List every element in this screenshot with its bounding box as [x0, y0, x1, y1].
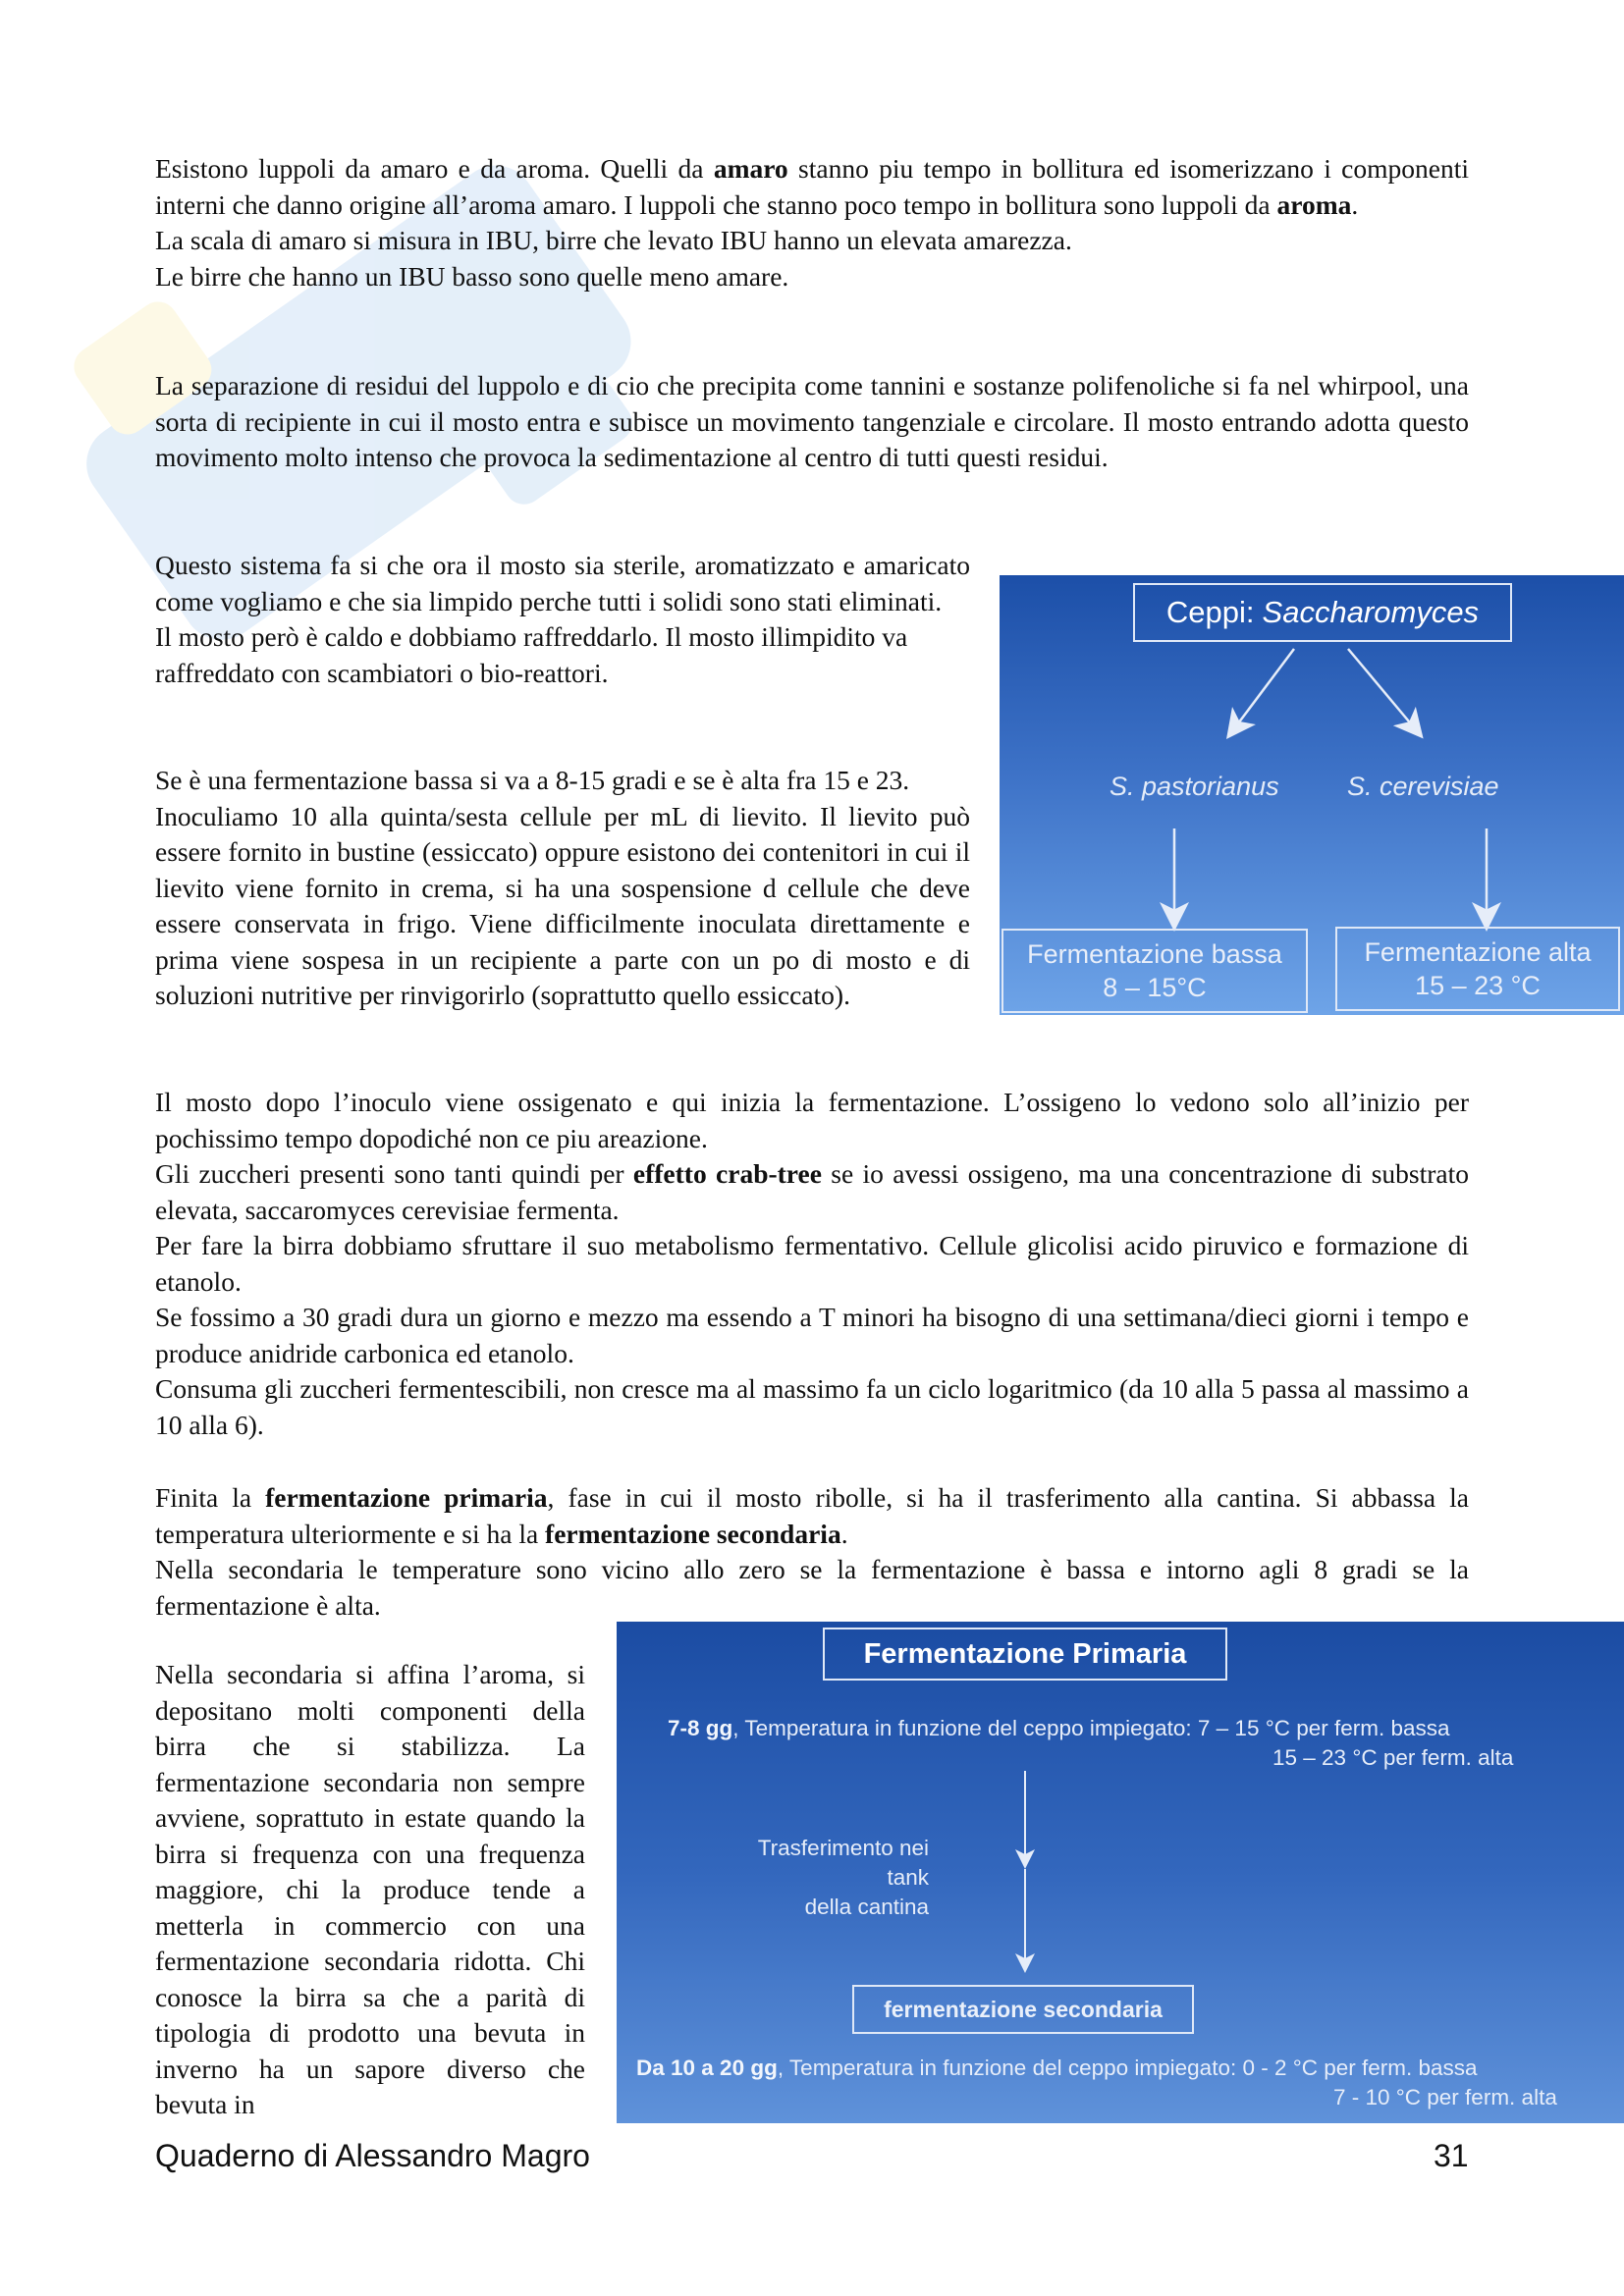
paragraph-luppoli [155, 151, 1469, 294]
text-line: Per fare la birra dobbiamo sfruttare il suo metabolismo fermentativo. Cellule glicolisi acido piruvico e formazione di etanolo. [155, 1230, 1469, 1297]
text-line: Se fossimo a 30 gradi dura un giorno e mezzo ma essendo a T minori ha bisogno di una settimana/dieci giorni i tempo e produce anidride carbonica ed etanolo. [155, 1302, 1469, 1368]
page-number: 31 [1434, 2138, 1469, 2173]
paragraph-ossigeno [155, 1085, 1469, 1443]
paragraph-inoculo [155, 763, 970, 1014]
text: Gli zuccheri presenti sono tanti quindi per [155, 1158, 633, 1189]
paragraph-secondaria [155, 1657, 585, 2123]
text-line: La scala di amaro si misura in IBU, birre che levato IBU hanno un elevata amarezza. [155, 225, 1072, 255]
text: se io avessi ossigeno, ma una concentrazione di substrato elevata, saccaromyces cerevisiae fermenta. [155, 1158, 1470, 1225]
title-prefix: Ceppi: [1165, 595, 1255, 629]
text: Fermentazione bassa [1027, 939, 1282, 969]
text: , Temperatura in funzione del ceppo impiegato: 0 - 2 °C per ferm. bassa [777, 2056, 1478, 2080]
text: . [840, 1518, 848, 1549]
text-line: Se è una fermentazione bassa si va a 8-15 gradi e se è alta fra 15 e 23. [155, 765, 910, 795]
text: La separazione di residui del luppolo e di cio che precipita come tannini e sostanze polifenoliche si fa nel whirpool, una sorta di recipiente in cui il mosto entra e subisce un movimento tangenziale e circolare. Il mosto entrando adotta questo movimento molto intenso che provoca la sedimentazione al centro di tutti questi residui. [155, 370, 1469, 472]
bold-da-10-a-20-gg: Da 10 a 20 gg [636, 2056, 778, 2080]
bold-aroma: aroma [1276, 188, 1352, 220]
text: , Temperatura in funzione del ceppo impiegato: 7 – 15 °C per ferm. bassa [732, 1716, 1450, 1740]
text: Nella secondaria si affina l’aroma, si depositano molti componenti della birra che si stabilizza. La fermentazione secondaria non sempre avviene, soprattuto in estate quando la birra si frequenza con una frequenza maggiore, chi la produce tende a metterla in commercio con una fermentazione secondaria ridotta. Chi conosce la birra sa che a parità di tipologia di prodotto una bevuta in inverno ha un sapore diverso che bevuta in [155, 1659, 585, 2119]
slide2-arrows [617, 1622, 1624, 2123]
arrow-right-diag [1348, 649, 1414, 727]
text: Finita la [155, 1482, 266, 1513]
text-line: Questo sistema fa si che ora il mosto sia sterile, aromatizzato e amaricato come vogliamo e che sia limpido perche tutti i solidi sono stati eliminati. [155, 550, 970, 616]
box-fermentazione-bassa [1001, 929, 1308, 1013]
slide2-line1-cont: 15 – 23 °C per ferm. alta [1272, 1745, 1514, 1770]
title-italic: Saccharomyces [1262, 595, 1480, 629]
slide2-line2-cont: 7 - 10 °C per ferm. alta [1333, 2085, 1557, 2109]
arrow-left-diag [1235, 649, 1294, 727]
text-line: Nella secondaria le temperature sono vicino allo zero se la fermentazione è bassa e intorno agli 8 gradi se la fermentazione è alta. [155, 1554, 1469, 1621]
text: della cantina [804, 1895, 929, 1919]
slide2-line2 [636, 2054, 1478, 2083]
label-pastorianus: S. pastorianus [1110, 772, 1279, 801]
paragraph-sistema [155, 548, 970, 691]
text-line: Il mosto però è caldo e dobbiamo raffreddarlo. Il mosto illimpidito va raffreddato con scambiatori o bio-reattori. [155, 621, 908, 688]
text-line: Consuma gli zuccheri fermentescibili, non cresce ma al massimo fa un ciclo logaritmico (da 10 alla 5 passa al massimo a 10 alla 6). [155, 1373, 1469, 1440]
box-fermentazione-secondaria: fermentazione secondaria [852, 1985, 1194, 2034]
text: . [1351, 188, 1359, 220]
text: 8 – 15°C [1103, 973, 1207, 1002]
paragraph-fermentazione [155, 1480, 1469, 1624]
bold-amaro: amaro [713, 153, 788, 184]
bold-fermentazione-primaria: fermentazione primaria [265, 1482, 548, 1513]
text: , fase in cui il mosto ribolle, si ha il trasferimento alla cantina. Si abbassa la temperatura ulteriormente e si ha la [155, 1482, 1469, 1549]
paragraph-whirpool [155, 368, 1469, 476]
text-line: Il mosto dopo l’inoculo viene ossigenato e qui inizia la fermentazione. L’ossigeno lo vedono solo all’inizio per pochissimo tempo dopodiché non ce piu areazione. [155, 1087, 1469, 1153]
slide2-title-box: Fermentazione Primaria [823, 1628, 1227, 1681]
box-fermentazione-alta [1335, 927, 1620, 1011]
label-cerevisiae: S. cerevisiae [1347, 772, 1499, 801]
bold-fermentazione-secondaria: fermentazione secondaria [545, 1518, 841, 1549]
bold-crab-tree: effetto crab-tree [632, 1158, 822, 1189]
footer-title: Quaderno di Alessandro Magro [155, 2138, 590, 2173]
text: Trasferimento nei tank [757, 1836, 929, 1890]
text-line: Inoculiamo 10 alla quinta/sesta cellule per mL di lievito. Il lievito può essere fornito in bustine (essiccato) oppure esistono dei contenitori in cui il lievito viene fornito in crema, si ha una sospensione d cellule che deve essere conservata in frigo. Viene difficilmente inoculata direttamente e prima viene sospesa in un recipiente a parte con un po di mosto e di soluzioni nutritive per rinvigorirlo (soprattutto quello essiccato). [155, 800, 970, 1010]
bold-7-8-gg: 7-8 gg [668, 1716, 733, 1740]
text: stanno piu tempo in bollitura ed isomerizzano i componenti interni che danno origine all’aroma amaro. I luppoli che stanno poco tempo in bollitura sono luppoli da [155, 153, 1470, 220]
slide-ceppi [1000, 575, 1624, 1015]
slide-fermentazione-primaria [617, 1622, 1624, 2123]
text: 15 – 23 °C [1415, 971, 1541, 1000]
text: Esistono luppoli da amaro e da aroma. Quelli da [155, 153, 714, 184]
text: Fermentazione alta [1364, 937, 1592, 967]
text-line: Le birre che hanno un IBU basso sono quelle meno amare. [155, 260, 789, 292]
